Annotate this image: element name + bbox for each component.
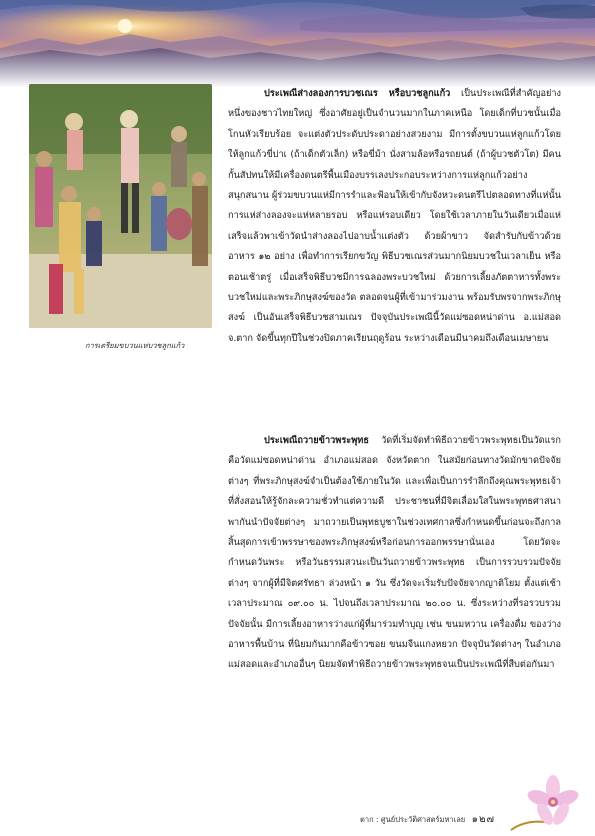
footer-label: ตาก : ศูนย์ประวัติศาสตร์มหาเลย	[360, 815, 466, 824]
section-paragraph	[228, 84, 561, 349]
section-sang-long	[228, 84, 561, 349]
page-footer	[360, 812, 525, 827]
procession-photo	[29, 84, 212, 328]
orchid-flower-icon	[505, 770, 585, 836]
page-number: ๑๒๗	[471, 814, 496, 825]
sunset-landscape-image	[0, 0, 595, 88]
section-body: เป็นประเพณีที่สำคัญอย่างหนึ่งของชาวไทยใหญ่ ซึ่งอาศัยอยู่เป็นจำนวนมากในภาคเหนือ โดยเด็กที่บวชนั้นเมื่อโกนหัวเรียบร้อย จะแต่งตัวประดับประดาอย่างสวยงาม มีการตั้งขบวนแห่ลูกแก้วโดยให้ลูกแก้วขี่บ่าเ (ถ้าเด็กตัวเล็ก) หรือขี่ม้า นั่งสามล้อหรือรถยนต์ (ถ้าผู้บวชตัวโต) มีคนกั้นสัปทนให้มีเครื่องดนตรีพื้นเมืองบรรเลงประกอบระหว่างการแห่ลูกแก้วอย่างสนุกสนาน ผู้ร่วมขบวนแห่มีการรำและฟ้อนให้เข้ากับจังหวะดนตรีไปตลอดทางที่แห่นั้น การแห่ส่างลองจะแห่หลายรอบ หรือแห่รอบเดียว โดยใช้เวลาภายในวันเดียวเมื่อแห่เสร็จแล้วพาเข้าวัดนำส่างลองไปอาบน้ำแต่งตัว ด้วยผ้าขาว จัดสำรับกับข้าวด้วยอาหาร ๑๒ อย่าง เพื่อทำการเรียกขวัญ พิธีบวชเณรส่วนมากนิยมบวชในเวลาเย็น หรือตอนเช้าตรู่ เมื่อเสร็จพิธีบวชมีการฉลองพระบวชใหม่ ด้วยการเลี้ยงภัตตาหารทั้งพระบวชใหม่และพระภิกษุสงฆ์ของวัด ตลอดจนผู้ที่เข้ามาร่วมงาน พร้อมรับพรจากพระภิกษุสงฆ์ เป็นอันเสร็จพิธีบวชสามเณร ปัจจุบันประเพณีนี้วัดแม่ซอดหน่าด่าน อ.แม่สอด จ.ตาก จัดขึ้นทุกปีในช่วงปิดภาคเรียนฤดูร้อน ระหว่างเดือนมีนาคมถึงเดือนเมษายน	[228, 88, 562, 344]
photo-caption: การเตรียมขบวนแห่บวชลูกแก้ว	[85, 341, 185, 350]
section-body: วัดที่เริ่มจัดทำพิธีถวายข้าวพระพุทธเป็นวัดแรก คือวัดแม่ซอดหน่าด่าน อำเภอแม่สอด จังหวัดตาก ในสมัยก่อนทางวัดมักขาดปัจจัยต่างๆ ที่พระภิกษุสงฆ์จำเป็นต้องใช้ภายในวัด และเพื่อเป็นการรำลึกถึงคุณพระพุทธเจ้าที่สั่งสอนให้รู้จักละความชั่วทำแต่ความดี ประชาชนที่มีจิตเลื่อมใสในพระพุทธศาสนา พากันนำปัจจัยต่างๆ มาถวายเป็นพุทธบูชาในช่วงเทศกาลซึ่งกำหนดขึ้นก่อนจะถึงกาลสิ้นสุดการเข้าพรรษาของพระภิกษุสงฆ์หรือก่อนการออกพรรษานั่นเอง โดยวัดจะกำหนดวันพระ หรือวันธรรมสวนะเป็นวันถวายข้าวพระพุทธ เป็นการรวบรวมปัจจัยต่างๆ จากผู้ที่มีจิตศรัทธา ล่วงหน้า ๑ วัน ซึ่งวัดจะเริ่มรับปัจจัยจากญาติโยม ตั้งแต่เช้าเวลาประมาณ ๐๙.๐๐ น. ไปจนถึงเวลาประมาณ ๒๐.๐๐ น. ซึ่งระหว่างที่รอรวบรวมปัจจัยนั้น มีการเลี้ยงอาหารว่างแก่ผู้ที่มาร่วมทำบุญ เช่น ขนมหวาน เครื่องดื่ม ของว่างอาหารพื้นบ้าน ที่นิยมกันมากคือข้าวซอย ขนมจีนแกงหยวก ปัจจุบันวัดต่างๆ ในอำเภอแม่สอดและอำเภออื่นๆ นิยมจัดทำพิธีถวายข้าวพระพุทธจนเป็นประเพณีที่สืบต่อกันมา	[228, 435, 561, 671]
section-paragraph	[228, 431, 561, 676]
section-title: ประเพณีถวายข้าวพระพุทธ	[264, 435, 369, 446]
header-banner	[0, 0, 595, 88]
section-rice-offering	[228, 431, 561, 676]
section-title: ประเพณีส่างลองการบวชเณร หรือบวชลูกแก้ว	[264, 88, 451, 99]
